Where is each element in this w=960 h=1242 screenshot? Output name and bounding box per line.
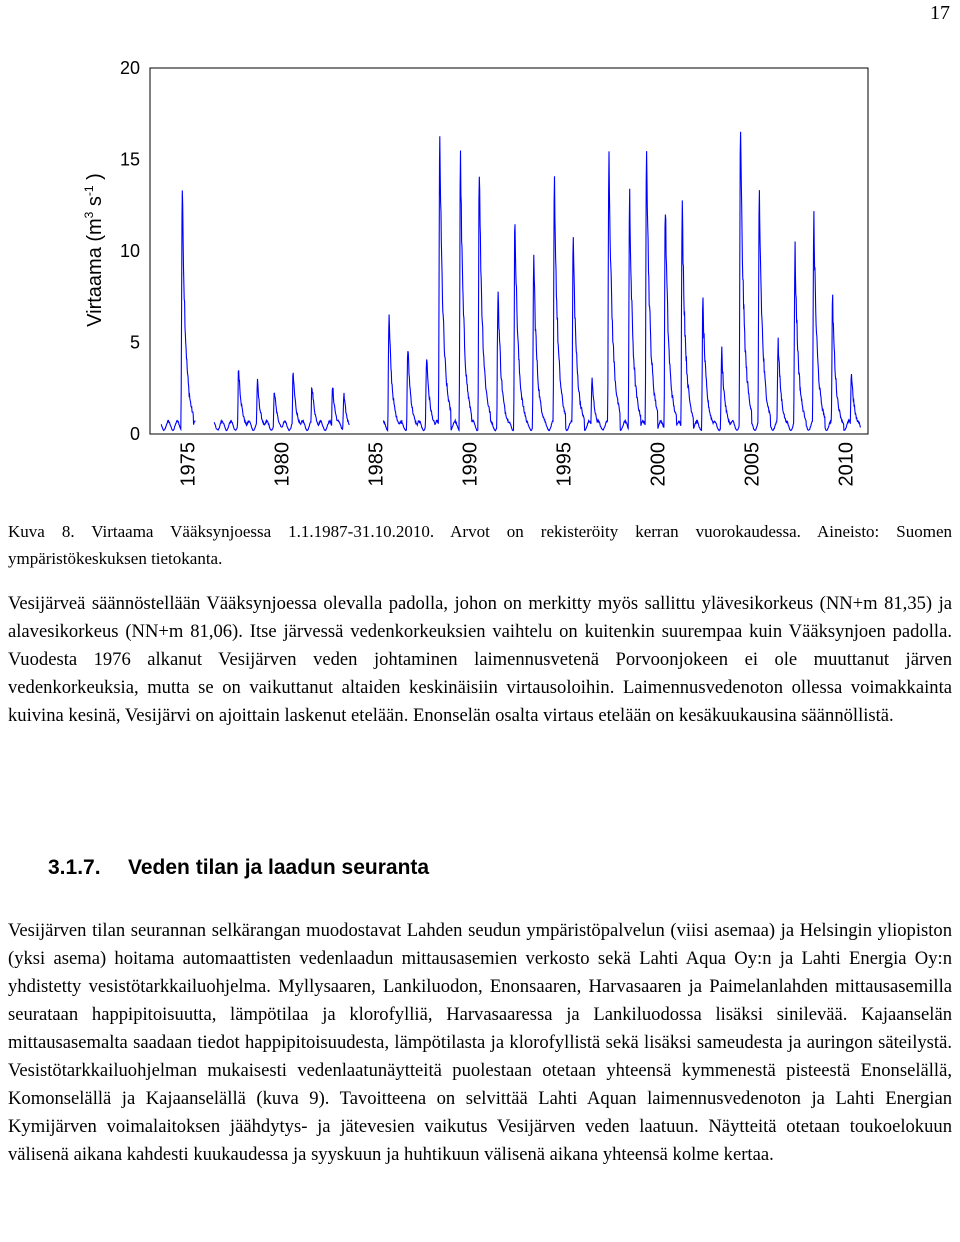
figure-caption: Kuva 8. Virtaama Vääksynjoessa 1.1.1987-31.10.2010. Arvot on rekisteröity kerran vuorokaudessa. Aineisto: Suomen ympäristökeskuksen tietokanta. [8, 522, 952, 568]
x-tick-label: 1980 [271, 442, 294, 487]
page-number: 17 [930, 2, 950, 24]
y-tick-label: 15 [119, 149, 140, 170]
y-axis-label: Virtaama ($m^3$ $s^{-1}$ ) [82, 173, 106, 327]
x-tick-label: 2000 [647, 442, 670, 487]
flow-chart [0, 0, 960, 510]
y-tick-label: 10 [119, 241, 140, 261]
section-heading [48, 856, 429, 880]
section-number: 3.1.7. [48, 856, 101, 879]
x-tick-label: 1975 [177, 442, 200, 487]
body-paragraph-2: Vesijärven tilan seurannan selkärangan muodostavat Lahden seudun ympäristöpalvelun (viisi asemaa) ja Helsingin yliopiston (yksi asema) hoitama automaattisten vedenlaadun mittausasemien verkosto sekä Lahti Aqua Oy:n ja Lahti Energia Oy:n yhdistetty vesistötarkkailuohjelma. Myllysaaren, Lankiluodon, Enonsaaren, Harvasaaren ja Paimelanlahden mittausasemilla seurataan happipitoisuutta, lämpötilaa ja klorofylliä, Harvasaaressa ja Lankiluodossa lisäksi sinilevää. Kajaanselän mittausasemalta saadaan tiedot happipitoisuudesta, lämpötilasta ja klorofyllistä sekä lisäksi sameudesta ja auringon säteilystä. Vesistötarkkailuohjelman mukaisesti vedenlaatunäytteitä puolestaan otetaan yhteensä kymmenestä pisteestä Enonselällä, Komonselällä ja Kajaanselällä (kuva 9). Tavoitteena on selvittää Lahti Aquan laimennusvedenoton ja Lahti Energian Kymijärven voimalaitoksen jäähdytys- ja jätevesien vaikutus Vesijärven veden laatuun. Näytteitä otetaan toukoelokuun välisenä aikana kahdesti kuukaudessa ja syyskuun ja huhtikuun välisenä aikana yhteensä kolme kertaa. [8, 920, 952, 1165]
body-paragraph-1: Vesijärveä säännöstellään Vääksynjoessa olevalla padolla, johon on merkitty myös sallittu ylävesikorkeus (NN+m 81,35) ja alavesikorkeus (NN+m 81,06). Itse järvessä vedenkorkeuksien vaihtelu on kuitenkin suurempaa kuin Vääksynjoen padolla. Vuodesta 1976 alkanut Vesijärven veden johtaminen laimennusvetenä Porvoonjokeen ei ole muuttanut järven vedenkorkeuksia, mutta se on vaikuttanut altaiden keskinäisiin virtausoloihin. Laimennusvedenoton ollessa voimakkainta kuivina kesinä, Vesijärvi on ajoittain laskenut etelään. Enonselän osalta virtaus etelään on kesäkuukausina säännöllistä. [8, 593, 952, 726]
x-tick-label: 2005 [741, 442, 764, 487]
y-axis-ticks [120, 58, 140, 444]
y-tick-label: 5 [129, 332, 140, 353]
y-tick-label: 20 [119, 58, 140, 78]
x-axis-ticks [178, 442, 858, 487]
x-tick-label: 1995 [553, 442, 576, 487]
x-tick-label: 1985 [365, 442, 388, 487]
series-line-virtaama [161, 132, 860, 431]
x-tick-label: 2010 [835, 442, 858, 487]
x-tick-label: 1990 [459, 442, 482, 487]
y-tick-label: 0 [129, 424, 140, 444]
section-title: Veden tilan ja laadun seuranta [128, 856, 430, 879]
